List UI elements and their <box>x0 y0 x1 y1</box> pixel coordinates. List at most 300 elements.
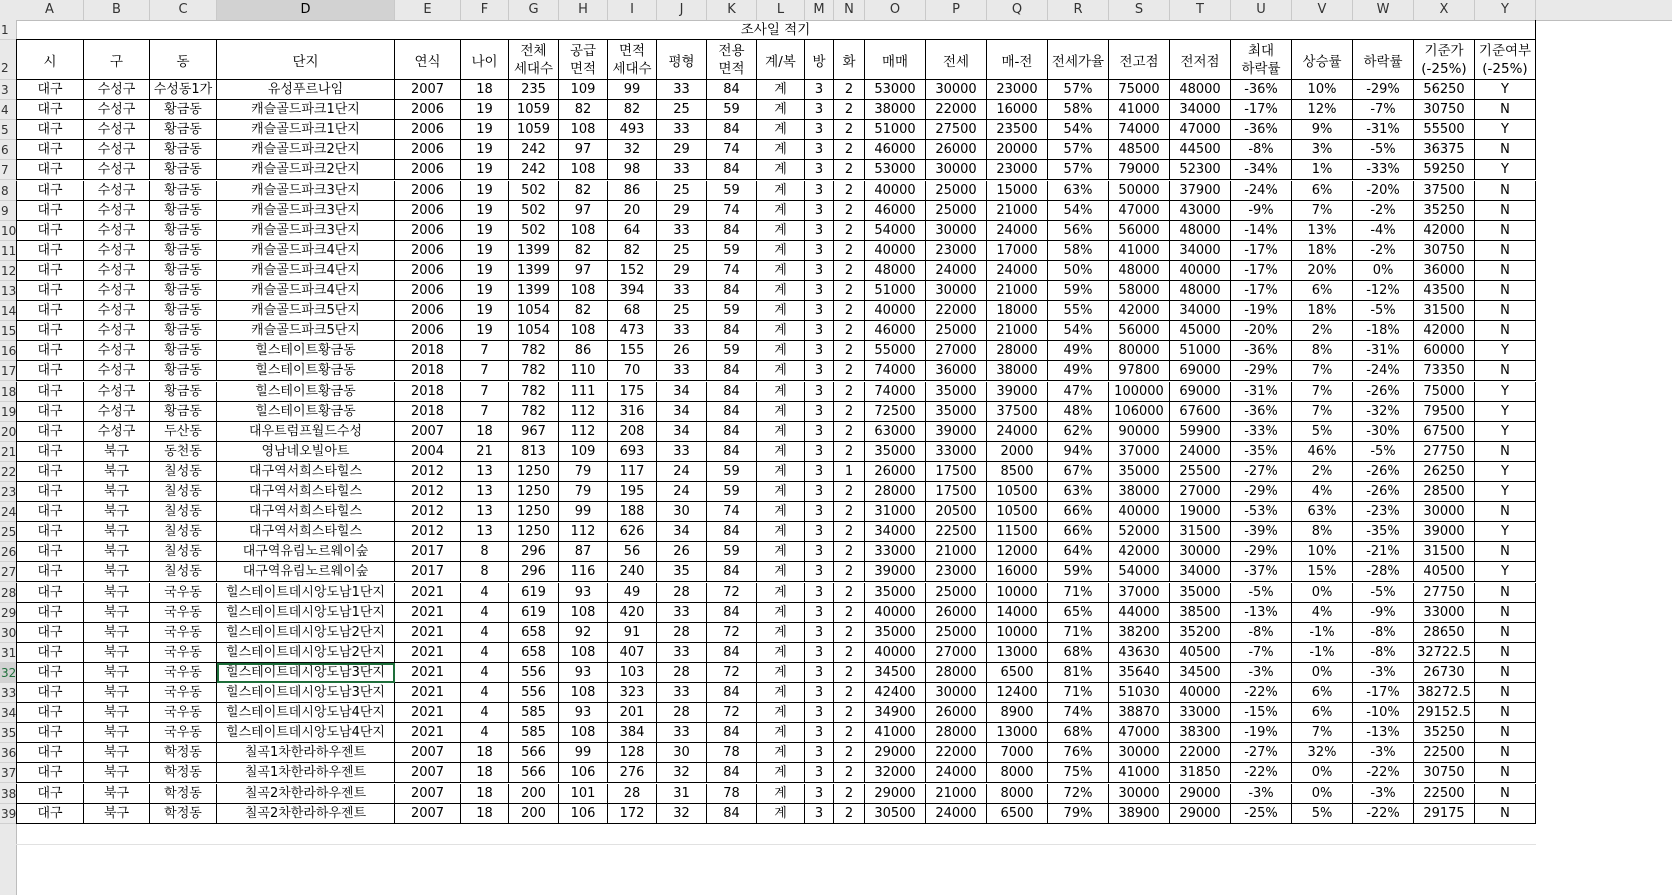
data-cell[interactable]: 2 <box>834 522 865 542</box>
data-cell[interactable]: 2 <box>834 723 865 743</box>
data-cell[interactable]: 3 <box>805 442 834 462</box>
data-cell[interactable]: 76% <box>1048 743 1109 763</box>
data-cell[interactable]: 3 <box>805 201 834 221</box>
data-cell[interactable]: Y <box>1475 522 1536 542</box>
data-cell[interactable]: 계 <box>757 422 805 442</box>
data-cell[interactable]: 19 <box>461 281 509 301</box>
data-cell[interactable]: -5% <box>1231 583 1292 603</box>
data-cell[interactable]: 17500 <box>926 482 987 502</box>
data-cell[interactable]: 2 <box>834 663 865 683</box>
data-cell[interactable]: -14% <box>1231 221 1292 241</box>
data-cell[interactable]: 24000 <box>987 221 1048 241</box>
data-cell[interactable]: 2018 <box>395 382 461 402</box>
data-cell[interactable]: 619 <box>509 603 559 623</box>
data-cell[interactable]: 35000 <box>926 402 987 422</box>
data-cell[interactable]: 8% <box>1292 522 1353 542</box>
data-cell[interactable]: 28 <box>657 623 707 643</box>
data-cell[interactable]: 24 <box>657 462 707 482</box>
data-cell[interactable]: 3 <box>805 703 834 723</box>
data-cell[interactable]: 북구 <box>84 482 150 502</box>
data-cell[interactable]: Y <box>1475 341 1536 361</box>
data-cell[interactable]: 296 <box>509 562 559 582</box>
data-cell[interactable]: 2007 <box>395 743 461 763</box>
data-cell[interactable]: 6% <box>1292 703 1353 723</box>
data-cell[interactable]: 대구 <box>16 120 84 140</box>
data-cell[interactable]: 계 <box>757 201 805 221</box>
data-cell[interactable]: 15% <box>1292 562 1353 582</box>
data-cell[interactable]: 195 <box>608 482 657 502</box>
data-cell[interactable]: 대구 <box>16 763 84 783</box>
data-cell[interactable]: 93 <box>559 703 608 723</box>
data-cell[interactable]: 46000 <box>865 201 926 221</box>
row-header-7[interactable]: 7 <box>0 160 16 180</box>
data-cell[interactable]: 74 <box>707 261 757 281</box>
data-cell[interactable]: 22000 <box>926 743 987 763</box>
data-cell[interactable]: N <box>1475 763 1536 783</box>
data-cell[interactable]: 4 <box>461 643 509 663</box>
data-cell[interactable]: 8 <box>461 562 509 582</box>
row-header-8[interactable]: 8 <box>0 181 16 201</box>
row-header-26[interactable]: 26 <box>0 542 16 562</box>
data-cell[interactable]: 계 <box>757 281 805 301</box>
data-cell[interactable]: -3% <box>1353 784 1414 804</box>
data-cell[interactable]: 30000 <box>926 683 987 703</box>
data-cell[interactable]: -18% <box>1353 321 1414 341</box>
data-cell[interactable]: 2 <box>834 804 865 824</box>
data-cell[interactable]: 38000 <box>865 100 926 120</box>
data-cell[interactable]: 수성구 <box>84 201 150 221</box>
data-cell[interactable]: 19 <box>461 261 509 281</box>
data-cell[interactable]: 58% <box>1048 100 1109 120</box>
column-header-t[interactable]: T <box>1170 0 1231 20</box>
data-cell[interactable]: 3 <box>805 502 834 522</box>
data-cell[interactable]: 32000 <box>865 763 926 783</box>
data-cell[interactable]: 47000 <box>1109 201 1170 221</box>
data-cell[interactable]: N <box>1475 261 1536 281</box>
data-cell[interactable]: 2 <box>834 422 865 442</box>
header-cell[interactable] <box>509 40 559 80</box>
data-cell[interactable]: 23000 <box>987 160 1048 180</box>
data-cell[interactable]: 66% <box>1048 522 1109 542</box>
data-cell[interactable]: 16000 <box>987 100 1048 120</box>
data-cell[interactable]: 대구 <box>16 462 84 482</box>
data-cell[interactable]: 26250 <box>1414 462 1475 482</box>
data-cell[interactable]: 2 <box>834 160 865 180</box>
data-cell[interactable]: 72 <box>707 623 757 643</box>
data-cell[interactable]: 국우동 <box>150 723 217 743</box>
data-cell[interactable]: 41000 <box>1109 100 1170 120</box>
data-cell[interactable]: 2 <box>834 643 865 663</box>
data-cell[interactable]: 72% <box>1048 784 1109 804</box>
data-cell[interactable]: 25 <box>657 181 707 201</box>
header-cell[interactable] <box>16 40 84 80</box>
data-cell[interactable]: 48000 <box>1170 80 1231 100</box>
data-cell[interactable]: 48% <box>1048 402 1109 422</box>
data-cell[interactable]: 13% <box>1292 221 1353 241</box>
data-cell[interactable]: -5% <box>1353 442 1414 462</box>
data-cell[interactable]: 106 <box>559 804 608 824</box>
data-cell[interactable]: 수성구 <box>84 120 150 140</box>
data-cell[interactable]: -1% <box>1292 643 1353 663</box>
data-cell[interactable]: 3 <box>805 462 834 482</box>
data-cell[interactable]: 수성동1가 <box>150 80 217 100</box>
data-cell[interactable]: 28000 <box>926 663 987 683</box>
data-cell[interactable]: 58000 <box>1109 281 1170 301</box>
data-cell[interactable]: 84 <box>707 361 757 381</box>
data-cell[interactable]: -9% <box>1353 603 1414 623</box>
data-cell[interactable]: 22500 <box>926 522 987 542</box>
data-cell[interactable]: N <box>1475 281 1536 301</box>
data-cell[interactable]: N <box>1475 201 1536 221</box>
data-cell[interactable]: 33 <box>657 321 707 341</box>
data-cell[interactable]: 2 <box>834 402 865 422</box>
data-cell[interactable]: 42400 <box>865 683 926 703</box>
data-cell[interactable]: 대구 <box>16 784 84 804</box>
header-cell[interactable] <box>84 40 150 80</box>
data-cell[interactable]: 59900 <box>1170 422 1231 442</box>
data-cell[interactable]: 693 <box>608 442 657 462</box>
data-cell[interactable]: 18% <box>1292 301 1353 321</box>
data-cell[interactable]: 대구 <box>16 100 84 120</box>
data-cell[interactable]: 24000 <box>987 422 1048 442</box>
data-cell[interactable]: 대구 <box>16 683 84 703</box>
data-cell[interactable]: 97 <box>559 261 608 281</box>
data-cell[interactable]: 대구 <box>16 422 84 442</box>
row-header-15[interactable]: 15 <box>0 321 16 341</box>
data-cell[interactable]: -17% <box>1353 683 1414 703</box>
data-cell[interactable]: 칠성동 <box>150 482 217 502</box>
data-cell[interactable]: 대구 <box>16 723 84 743</box>
data-cell[interactable]: 대구 <box>16 281 84 301</box>
data-cell[interactable]: 99 <box>559 743 608 763</box>
data-cell[interactable]: N <box>1475 241 1536 261</box>
column-header-g[interactable]: G <box>509 0 559 20</box>
data-cell[interactable]: -3% <box>1353 743 1414 763</box>
data-cell[interactable]: 26000 <box>926 140 987 160</box>
data-cell[interactable]: 3 <box>805 301 834 321</box>
data-cell[interactable]: -29% <box>1231 542 1292 562</box>
row-header-9[interactable]: 9 <box>0 201 16 221</box>
data-cell[interactable]: 3% <box>1292 140 1353 160</box>
data-cell[interactable]: 19000 <box>1170 502 1231 522</box>
data-cell[interactable]: 1250 <box>509 522 559 542</box>
data-cell[interactable]: 30000 <box>926 221 987 241</box>
data-cell[interactable]: 25000 <box>926 181 987 201</box>
data-cell[interactable]: 학정동 <box>150 763 217 783</box>
data-cell[interactable]: 수성구 <box>84 241 150 261</box>
data-cell[interactable]: 18 <box>461 804 509 824</box>
data-cell[interactable]: 캐슬골드파크2단지 <box>217 140 395 160</box>
data-cell[interactable]: 국우동 <box>150 703 217 723</box>
data-cell[interactable]: 84 <box>707 80 757 100</box>
data-cell[interactable]: 54% <box>1048 321 1109 341</box>
data-cell[interactable]: 84 <box>707 683 757 703</box>
data-cell[interactable]: -30% <box>1353 422 1414 442</box>
data-cell[interactable]: 108 <box>559 160 608 180</box>
data-cell[interactable]: 4% <box>1292 482 1353 502</box>
data-cell[interactable]: -32% <box>1353 402 1414 422</box>
header-cell[interactable] <box>657 40 707 80</box>
data-cell[interactable]: 계 <box>757 583 805 603</box>
data-cell[interactable]: 3 <box>805 261 834 281</box>
data-cell[interactable]: 46000 <box>865 140 926 160</box>
data-cell[interactable]: 6% <box>1292 181 1353 201</box>
data-cell[interactable]: 국우동 <box>150 583 217 603</box>
data-cell[interactable]: 619 <box>509 583 559 603</box>
data-cell[interactable]: 34000 <box>1170 562 1231 582</box>
data-cell[interactable]: 2 <box>834 120 865 140</box>
header-cell[interactable] <box>926 40 987 80</box>
data-cell[interactable]: 33 <box>657 80 707 100</box>
data-cell[interactable]: 34 <box>657 422 707 442</box>
data-cell[interactable]: -23% <box>1353 502 1414 522</box>
data-cell[interactable]: 91 <box>608 623 657 643</box>
data-cell[interactable]: 68 <box>608 301 657 321</box>
data-cell[interactable]: 3 <box>805 382 834 402</box>
row-header-25[interactable]: 25 <box>0 522 16 542</box>
data-cell[interactable]: -17% <box>1231 281 1292 301</box>
data-cell[interactable]: 수성구 <box>84 402 150 422</box>
data-cell[interactable]: 2006 <box>395 120 461 140</box>
data-cell[interactable]: 26000 <box>926 703 987 723</box>
data-cell[interactable]: 3 <box>805 160 834 180</box>
data-cell[interactable]: 108 <box>559 281 608 301</box>
data-cell[interactable]: 39000 <box>987 382 1048 402</box>
data-cell[interactable]: 계 <box>757 341 805 361</box>
data-cell[interactable]: 2 <box>834 341 865 361</box>
data-cell[interactable]: 54000 <box>1109 562 1170 582</box>
data-cell[interactable]: 35200 <box>1170 623 1231 643</box>
header-cell[interactable] <box>559 40 608 80</box>
data-cell[interactable]: 45000 <box>1170 321 1231 341</box>
data-cell[interactable]: 황금동 <box>150 241 217 261</box>
data-cell[interactable]: 658 <box>509 623 559 643</box>
data-cell[interactable]: 109 <box>559 442 608 462</box>
data-cell[interactable]: 2 <box>834 442 865 462</box>
data-cell[interactable]: 3 <box>805 120 834 140</box>
data-cell[interactable]: 71% <box>1048 683 1109 703</box>
data-cell[interactable]: 99 <box>608 80 657 100</box>
data-cell[interactable]: 420 <box>608 603 657 623</box>
data-cell[interactable]: 대구 <box>16 703 84 723</box>
data-cell[interactable]: 33000 <box>1170 703 1231 723</box>
data-cell[interactable]: 대구 <box>16 542 84 562</box>
data-cell[interactable]: 93 <box>559 583 608 603</box>
data-cell[interactable]: 2018 <box>395 402 461 422</box>
data-cell[interactable]: 계 <box>757 321 805 341</box>
data-cell[interactable]: 30500 <box>865 804 926 824</box>
data-cell[interactable]: 208 <box>608 422 657 442</box>
data-cell[interactable]: 19 <box>461 221 509 241</box>
data-cell[interactable]: N <box>1475 784 1536 804</box>
data-cell[interactable]: 84 <box>707 562 757 582</box>
data-cell[interactable]: 67500 <box>1414 422 1475 442</box>
data-cell[interactable]: 37900 <box>1170 181 1231 201</box>
row-header-38[interactable]: 38 <box>0 784 16 804</box>
data-cell[interactable]: 25000 <box>926 583 987 603</box>
data-cell[interactable]: 계 <box>757 261 805 281</box>
data-cell[interactable]: -5% <box>1353 583 1414 603</box>
data-cell[interactable]: 황금동 <box>150 100 217 120</box>
data-cell[interactable]: 2 <box>834 181 865 201</box>
data-cell[interactable]: -17% <box>1231 241 1292 261</box>
data-cell[interactable]: 10% <box>1292 80 1353 100</box>
data-cell[interactable]: 33 <box>657 221 707 241</box>
data-cell[interactable]: 112 <box>559 402 608 422</box>
data-cell[interactable]: 60000 <box>1414 341 1475 361</box>
data-cell[interactable]: 황금동 <box>150 181 217 201</box>
data-cell[interactable]: 3 <box>805 281 834 301</box>
data-cell[interactable]: -2% <box>1353 201 1414 221</box>
column-header-c[interactable]: C <box>150 0 217 20</box>
data-cell[interactable]: 대구 <box>16 663 84 683</box>
data-cell[interactable]: 40000 <box>1109 502 1170 522</box>
data-cell[interactable]: 2017 <box>395 562 461 582</box>
data-cell[interactable]: 502 <box>509 221 559 241</box>
data-cell[interactable]: 국우동 <box>150 683 217 703</box>
header-cell[interactable] <box>1231 40 1292 80</box>
data-cell[interactable]: 74000 <box>865 382 926 402</box>
data-cell[interactable]: 25000 <box>926 201 987 221</box>
data-cell[interactable]: 30000 <box>1170 542 1231 562</box>
data-cell[interactable]: 캐슬골드파크3단지 <box>217 201 395 221</box>
data-cell[interactable]: 황금동 <box>150 382 217 402</box>
data-cell[interactable]: 21000 <box>926 784 987 804</box>
data-cell[interactable]: 3 <box>805 562 834 582</box>
data-cell[interactable]: 2017 <box>395 542 461 562</box>
data-cell[interactable]: 34000 <box>1170 100 1231 120</box>
data-cell[interactable]: 5% <box>1292 804 1353 824</box>
data-cell[interactable]: 74000 <box>1109 120 1170 140</box>
data-cell[interactable]: 3 <box>805 643 834 663</box>
data-cell[interactable]: 2007 <box>395 784 461 804</box>
data-cell[interactable]: 0% <box>1353 261 1414 281</box>
data-cell[interactable]: 2021 <box>395 683 461 703</box>
data-cell[interactable]: 19 <box>461 301 509 321</box>
data-cell[interactable]: 2 <box>834 382 865 402</box>
data-cell[interactable]: 90000 <box>1109 422 1170 442</box>
data-cell[interactable]: -35% <box>1231 442 1292 462</box>
column-header-i[interactable]: I <box>608 0 657 20</box>
data-cell[interactable]: 74% <box>1048 703 1109 723</box>
data-cell[interactable]: -13% <box>1353 723 1414 743</box>
data-cell[interactable]: 3 <box>805 683 834 703</box>
data-cell[interactable]: Y <box>1475 562 1536 582</box>
data-cell[interactable]: 75000 <box>1109 80 1170 100</box>
data-cell[interactable]: 782 <box>509 341 559 361</box>
data-cell[interactable]: 24000 <box>926 261 987 281</box>
data-cell[interactable]: 대구 <box>16 562 84 582</box>
column-header-v[interactable]: V <box>1292 0 1353 20</box>
data-cell[interactable]: 20000 <box>987 140 1048 160</box>
data-cell[interactable]: 81% <box>1048 663 1109 683</box>
data-cell[interactable]: 대구 <box>16 261 84 281</box>
data-cell[interactable]: 힐스테이트데시앙도남1단지 <box>217 583 395 603</box>
data-cell[interactable]: 101 <box>559 784 608 804</box>
data-cell[interactable]: 152 <box>608 261 657 281</box>
data-cell[interactable]: 계 <box>757 361 805 381</box>
data-cell[interactable]: 8000 <box>987 784 1048 804</box>
data-cell[interactable]: 2 <box>834 703 865 723</box>
data-cell[interactable]: 3 <box>805 583 834 603</box>
header-cell[interactable] <box>217 40 395 80</box>
data-cell[interactable]: 7% <box>1292 361 1353 381</box>
data-cell[interactable]: 658 <box>509 643 559 663</box>
data-cell[interactable]: 29000 <box>1170 804 1231 824</box>
row-header-32[interactable]: 32 <box>0 663 16 683</box>
data-cell[interactable]: 93 <box>559 663 608 683</box>
data-cell[interactable]: 49% <box>1048 361 1109 381</box>
row-header-6[interactable]: 6 <box>0 140 16 160</box>
data-cell[interactable]: 캐슬골드파크5단지 <box>217 301 395 321</box>
data-cell[interactable]: 황금동 <box>150 140 217 160</box>
data-cell[interactable]: 19 <box>461 160 509 180</box>
row-header-35[interactable]: 35 <box>0 723 16 743</box>
data-cell[interactable]: 59 <box>707 462 757 482</box>
data-cell[interactable]: 34000 <box>1170 301 1231 321</box>
data-cell[interactable]: 57% <box>1048 160 1109 180</box>
data-cell[interactable]: 북구 <box>84 462 150 482</box>
data-cell[interactable]: 97 <box>559 140 608 160</box>
data-cell[interactable]: 42000 <box>1414 221 1475 241</box>
data-cell[interactable]: 25500 <box>1170 462 1231 482</box>
header-cell[interactable] <box>834 40 865 80</box>
data-cell[interactable]: 힐스테이트데시앙도남4단지 <box>217 703 395 723</box>
data-cell[interactable]: Y <box>1475 422 1536 442</box>
data-cell[interactable]: 대구 <box>16 482 84 502</box>
column-header-f[interactable]: F <box>461 0 509 20</box>
data-cell[interactable]: 황금동 <box>150 361 217 381</box>
header-cell[interactable] <box>707 40 757 80</box>
data-cell[interactable]: 59 <box>707 341 757 361</box>
data-cell[interactable]: 33000 <box>865 542 926 562</box>
data-cell[interactable]: 수성구 <box>84 181 150 201</box>
data-cell[interactable]: -36% <box>1231 120 1292 140</box>
data-cell[interactable]: 0% <box>1292 784 1353 804</box>
data-cell[interactable]: N <box>1475 140 1536 160</box>
data-cell[interactable]: N <box>1475 361 1536 381</box>
data-cell[interactable]: 59% <box>1048 562 1109 582</box>
data-cell[interactable]: 29000 <box>865 743 926 763</box>
data-cell[interactable]: 2021 <box>395 623 461 643</box>
data-cell[interactable]: 33 <box>657 683 707 703</box>
data-cell[interactable]: 힐스테이트데시앙도남4단지 <box>217 723 395 743</box>
data-cell[interactable]: 62% <box>1048 422 1109 442</box>
header-cell[interactable] <box>1353 40 1414 80</box>
data-cell[interactable]: 2 <box>834 502 865 522</box>
data-cell[interactable]: 23000 <box>926 241 987 261</box>
data-cell[interactable]: 북구 <box>84 804 150 824</box>
data-cell[interactable]: 84 <box>707 281 757 301</box>
data-cell[interactable]: 28 <box>608 784 657 804</box>
data-cell[interactable]: 대구 <box>16 361 84 381</box>
data-cell[interactable]: 42000 <box>1109 301 1170 321</box>
row-header-30[interactable]: 30 <box>0 623 16 643</box>
data-cell[interactable]: 53000 <box>865 160 926 180</box>
data-cell[interactable]: 394 <box>608 281 657 301</box>
data-cell[interactable]: -5% <box>1353 301 1414 321</box>
data-cell[interactable]: 63% <box>1048 181 1109 201</box>
data-cell[interactable]: 38000 <box>1109 482 1170 502</box>
data-cell[interactable]: 4 <box>461 703 509 723</box>
data-cell[interactable]: 28000 <box>926 723 987 743</box>
data-cell[interactable]: 25000 <box>926 623 987 643</box>
data-cell[interactable]: 18 <box>461 763 509 783</box>
data-cell[interactable]: 3 <box>805 341 834 361</box>
data-cell[interactable]: 13000 <box>987 723 1048 743</box>
data-cell[interactable]: 46000 <box>865 321 926 341</box>
data-cell[interactable]: N <box>1475 583 1536 603</box>
